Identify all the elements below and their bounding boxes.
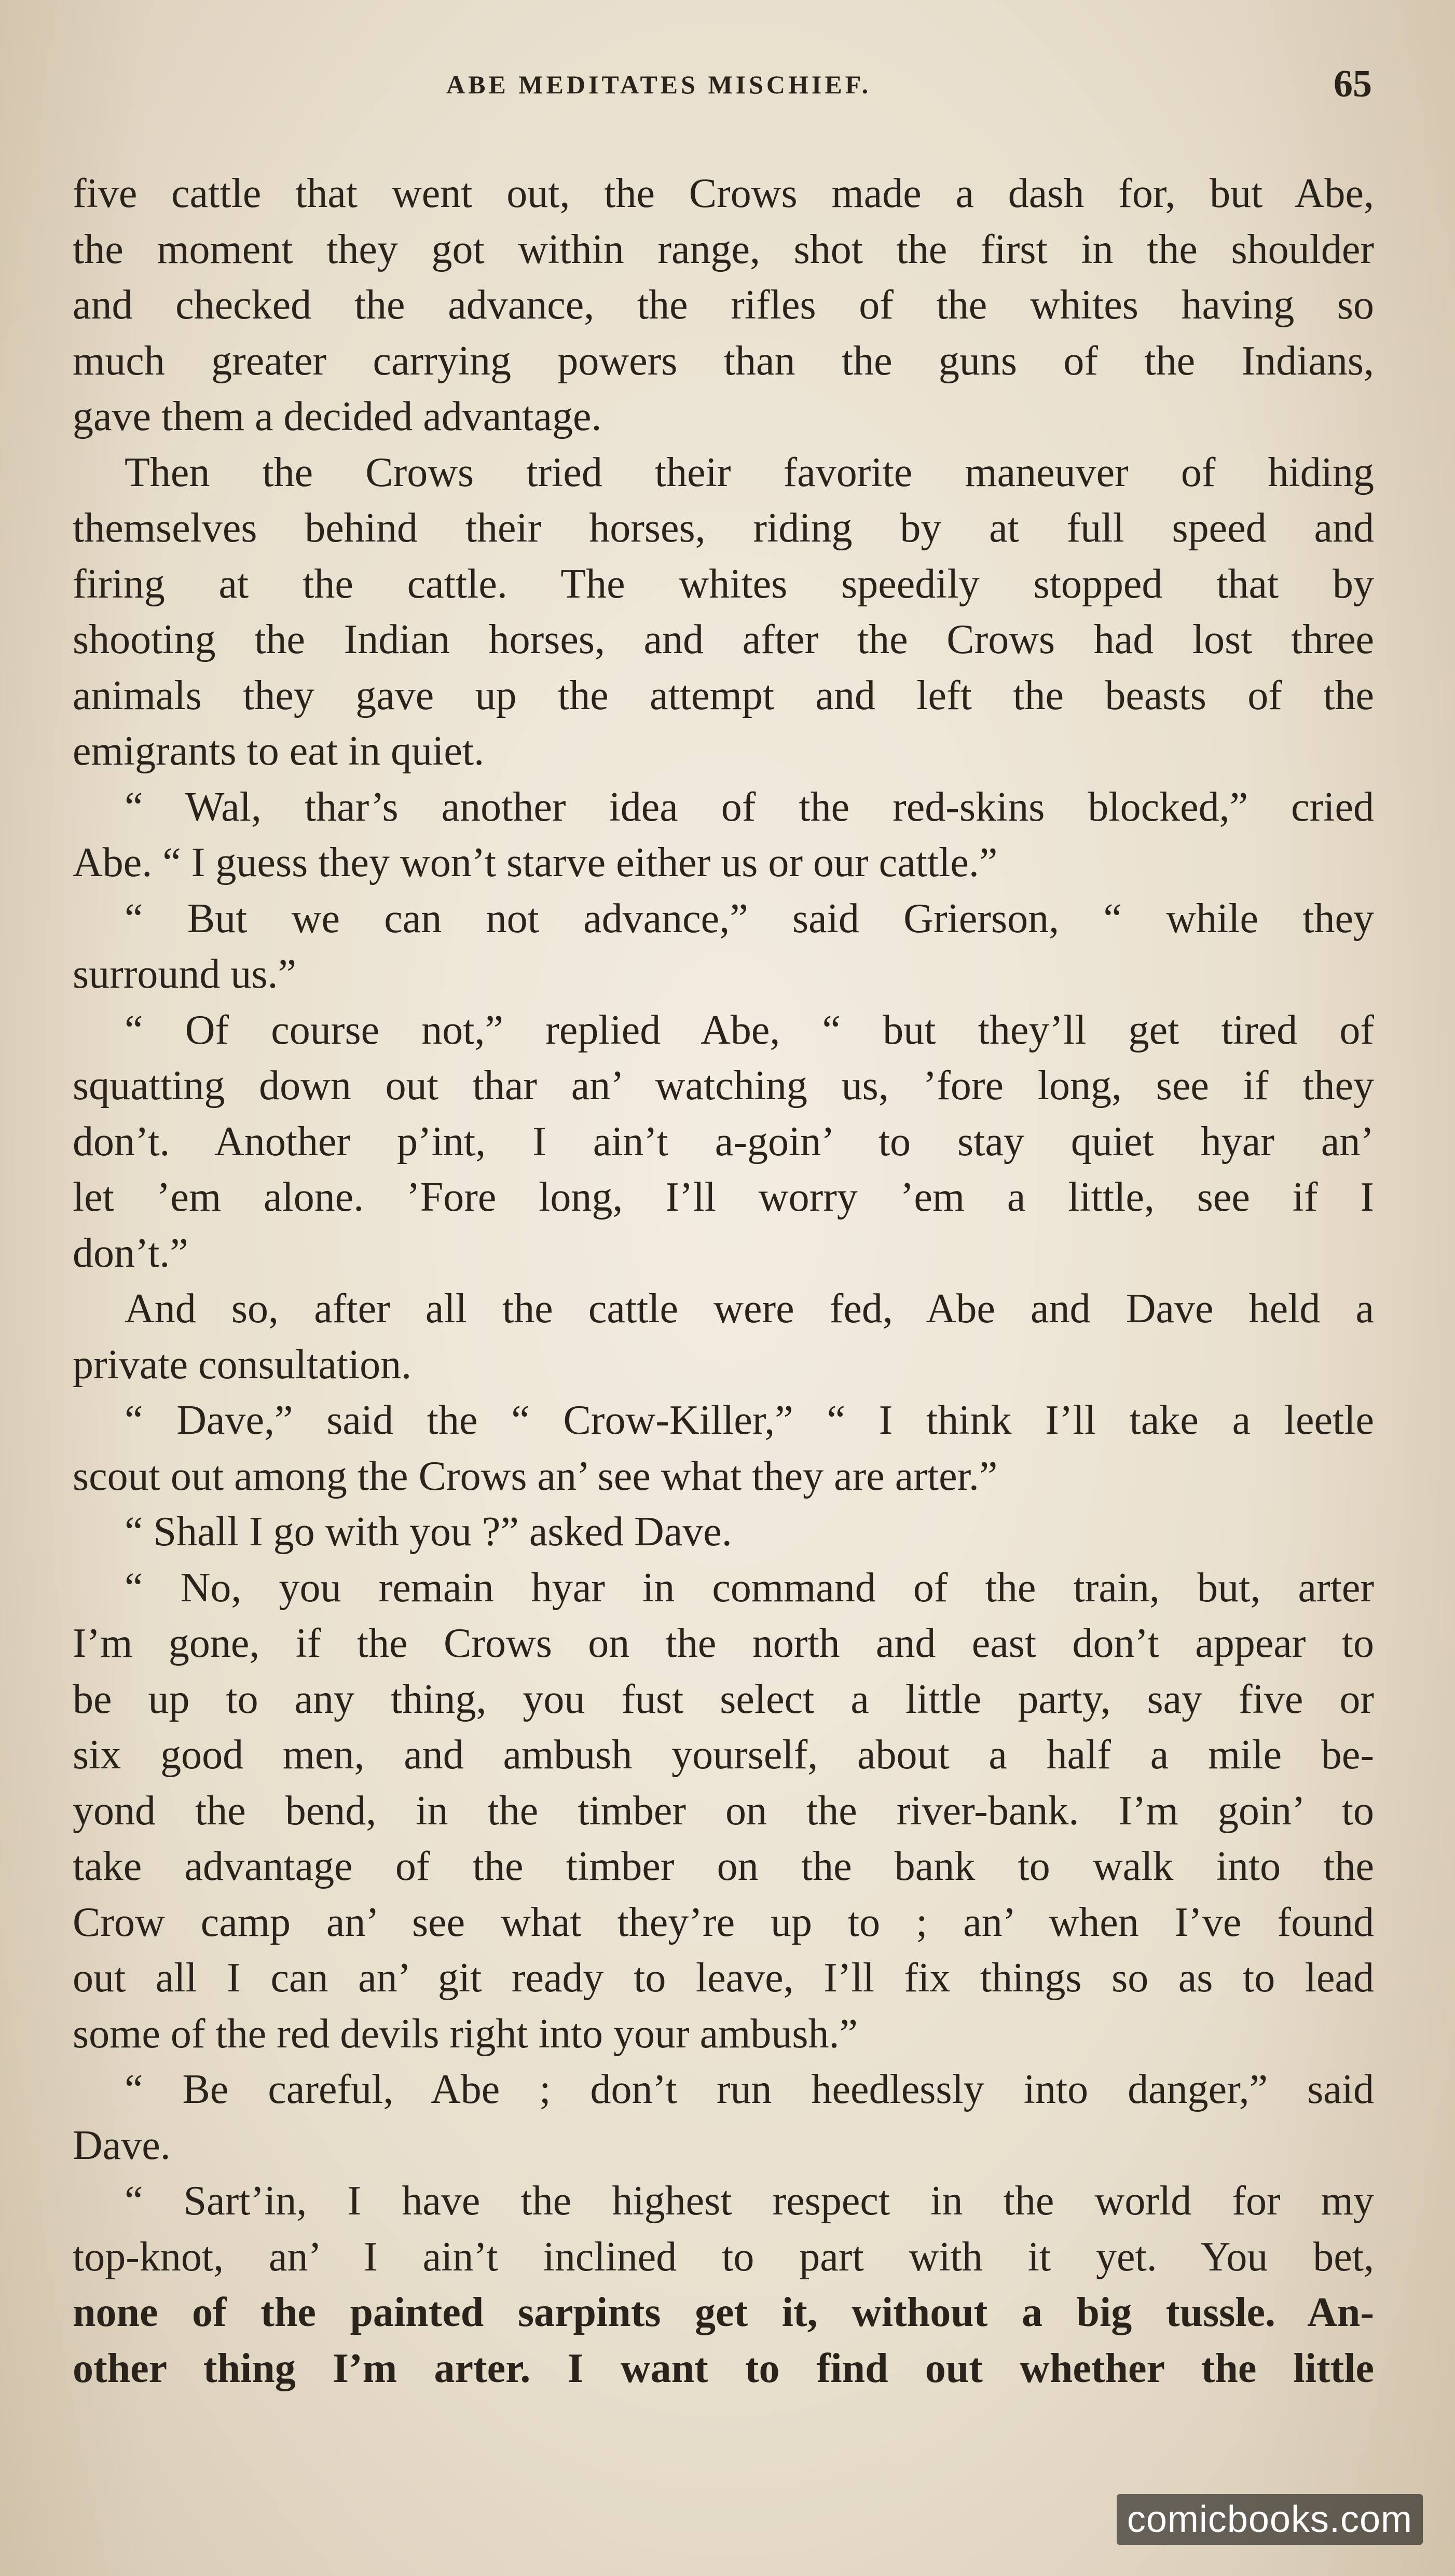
text-line: emigrants to eat in quiet. (73, 728, 485, 774)
text-line: “ Sart’in, I have the highest respect in the world for my (125, 2178, 1374, 2224)
text-line: “ Shall I go with you ?” asked Dave. (125, 1509, 732, 1555)
text-line: And so, after all the cattle were fed, Abe and Dave held a (125, 1286, 1374, 1332)
watermark: comicbooks.com (1117, 2494, 1423, 2545)
page-number: 65 (1334, 63, 1372, 105)
text-line: Dave. (73, 2122, 171, 2168)
text-line: shooting the Indian horses, and after the Crows had lost three (73, 617, 1374, 662)
text-line: five cattle that went out, the Crows made a dash for, but Abe, (73, 171, 1374, 216)
text-line: “ Dave,” said the “ Crow-Killer,” “ I think I’ll take a leetle (125, 1397, 1374, 1443)
text-line: squatting down out thar an’ watching us, ’fore long, see if they (73, 1063, 1374, 1109)
text-line: let ’em alone. ’Fore long, I’ll worry ’em a little, see if I (73, 1174, 1374, 1220)
text-line: six good men, and ambush yourself, about a half a mile be- (73, 1732, 1374, 1778)
text-line: don’t.” (73, 1230, 188, 1276)
text-line: be up to any thing, you fust select a little party, say five or (73, 1676, 1374, 1722)
running-title: ABE MEDITATES MISCHIEF. (446, 70, 872, 99)
text-line: the moment they got within range, shot the first in the shoulder (73, 226, 1374, 272)
text-line: out all I can an’ git ready to leave, I’ll fix things so as to lead (73, 1955, 1374, 2001)
text-line: yond the bend, in the timber on the river-bank. I’m goin’ to (73, 1788, 1374, 1834)
text-line: much greater carrying powers than the guns of the Indians, (73, 338, 1374, 384)
text-line: Abe. “ I guess they won’t starve either us or our cattle.” (73, 840, 998, 885)
text-line: animals they gave up the attempt and left the beasts of the (73, 672, 1374, 718)
text-line: “ But we can not advance,” said Grierson, “ while they (125, 895, 1374, 941)
text-line: Crow camp an’ see what they’re up to ; an’ when I’ve found (73, 1899, 1374, 1945)
text-line: don’t. Another p’int, I ain’t a-goin’ to stay quiet hyar an’ (73, 1118, 1374, 1165)
text-line: “ Of course not,” replied Abe, “ but they’ll get tired of (125, 1007, 1374, 1053)
text-line: some of the red devils right into your ambush.” (73, 2011, 858, 2057)
page-header (0, 62, 1455, 119)
text-line: “ No, you remain hyar in command of the train, but, arter (125, 1564, 1374, 1611)
body-text (73, 166, 1374, 2397)
text-line: take advantage of the timber on the bank to walk into the (73, 1844, 1374, 1889)
text-line: firing at the cattle. The whites speedily stopped that by (73, 561, 1374, 607)
text-line: surround us.” (73, 951, 297, 997)
text-line: none of the painted sarpints get it, without a big tussle. An- (73, 2290, 1374, 2335)
text-line: themselves behind their horses, riding by at full speed and (73, 505, 1374, 551)
text-line: “ Wal, thar’s another idea of the red-skins blocked,” cried (125, 784, 1374, 830)
text-line: top-knot, an’ I ain’t inclined to part with it yet. You bet, (73, 2234, 1374, 2280)
text-line: and checked the advance, the rifles of the whites having so (73, 282, 1374, 328)
text-line: gave them a decided advantage. (73, 394, 602, 439)
text-line: “ Be careful, Abe ; don’t run heedlessly into danger,” said (125, 2067, 1374, 2112)
text-line: scout out among the Crows an’ see what they are arter.” (73, 1453, 998, 1499)
text-line: other thing I’m arter. I want to find out whether the little (73, 2345, 1374, 2391)
text-line: Then the Crows tried their favorite maneuver of hiding (125, 449, 1374, 495)
text-line: private consultation. (73, 1341, 412, 1388)
text-line: I’m gone, if the Crows on the north and east don’t appear to (73, 1621, 1374, 1666)
